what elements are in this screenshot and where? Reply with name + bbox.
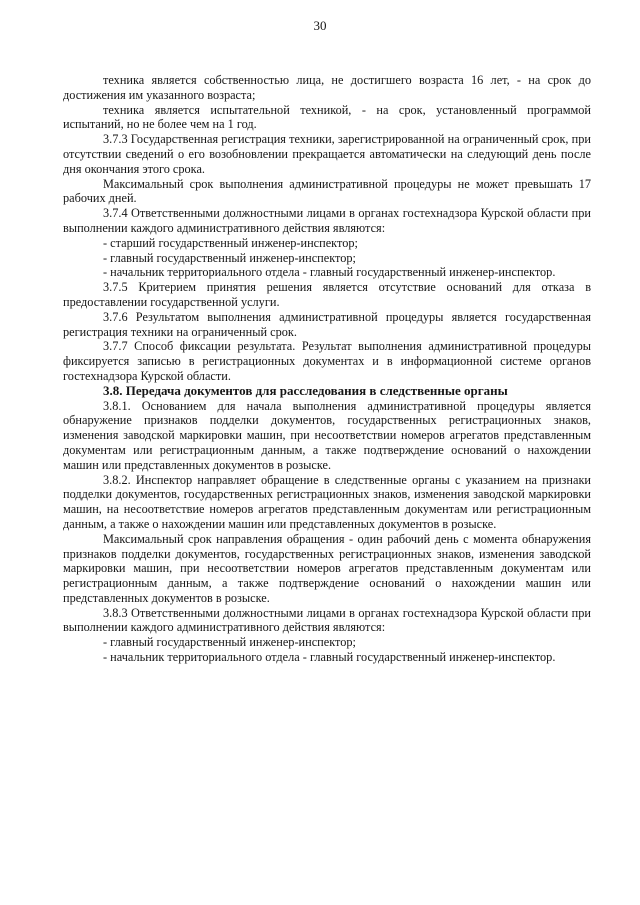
paragraph: техника является собственностью лица, не достигшего возраста 16 лет, - на срок до достижения им указанного возраста;	[63, 73, 591, 102]
paragraph: Максимальный срок выполнения административной процедуры не может превышать 17 рабочих дней.	[63, 176, 591, 206]
paragraph: 3.7.4 Ответственными должностными лицами в органах гостехнадзора Курской области при выполнении каждого административного действия являются:	[63, 206, 591, 235]
list-item: - главный государственный инженер-инспектор;	[103, 250, 356, 265]
paragraph: 3.8.1. Основанием для начала выполнения административной процедуры является обнаружение признаков подделки документов, государственных регистрационных знаков, изменения заводской маркировки машин, при несоответствии номеров агрегатов представленным документам или регистрационным данным, а также подтверждение оснований о нахождении машин или представленных документов в розыске.	[63, 398, 591, 472]
paragraph: 3.8.2. Инспектор направляет обращение в следственные органы с указанием на признаки подделки документов, государственных регистрационных знаков, изменения заводской маркировки машин, на несоответствие номеров агрегатов представленным документам или регистрационным данным, а также о нахождении машин или представленных документов в розыске.	[63, 472, 591, 531]
paragraph: 3.7.7 Способ фиксации результата. Результат выполнения административной процедуры фиксируется записью в регистрационных документах и в информационной системе органов гостехнадзора Курской области.	[63, 339, 591, 383]
paragraph: 3.8.3 Ответственными должностными лицами в органах гостехнадзора Курской области при выполнении каждого административного действия являются:	[63, 605, 591, 635]
list-item: - начальник территориального отдела - главный государственный инженер-инспектор.	[103, 265, 556, 280]
list-item: - старший государственный инженер-инспектор;	[103, 235, 358, 250]
paragraph: Максимальный срок направления обращения - один рабочий день с момента обнаружения признаков подделки документов, государственных регистрационных знаков, изменения заводской маркировки машин, при несоответствии номеров агрегатов представленным документам или регистрационным данным, а также подтверждение оснований о нахождении машин или представленных документов в розыске.	[63, 531, 591, 605]
document-body	[63, 73, 591, 665]
list-item: - главный государственный инженер-инспектор;	[103, 635, 356, 650]
paragraph: техника является испытательной техникой, - на срок, установленный программой испытаний, но не более чем на 1 год.	[63, 102, 591, 132]
section-heading: 3.8. Передача документов для расследования в следственные органы	[103, 382, 508, 398]
paragraph: 3.7.6 Результатом выполнения административной процедуры является государственная регистрация техники на ограниченный срок.	[63, 309, 591, 339]
paragraph: 3.7.5 Критерием принятия решения является отсутствие оснований для отказа в предоставлении государственной услуги.	[63, 280, 591, 309]
list-item: - начальник территориального отдела - главный государственный инженер-инспектор.	[103, 650, 556, 665]
paragraph: 3.7.3 Государственная регистрация техники, зарегистрированной на ограниченный срок, при отсутствии сведений о его возобновлении прекращается автоматически на следующий день после дня окончания этого срока.	[63, 132, 591, 176]
paragraphs-before	[63, 73, 591, 384]
page-number: 30	[313, 18, 327, 33]
paragraphs-after	[63, 399, 591, 665]
